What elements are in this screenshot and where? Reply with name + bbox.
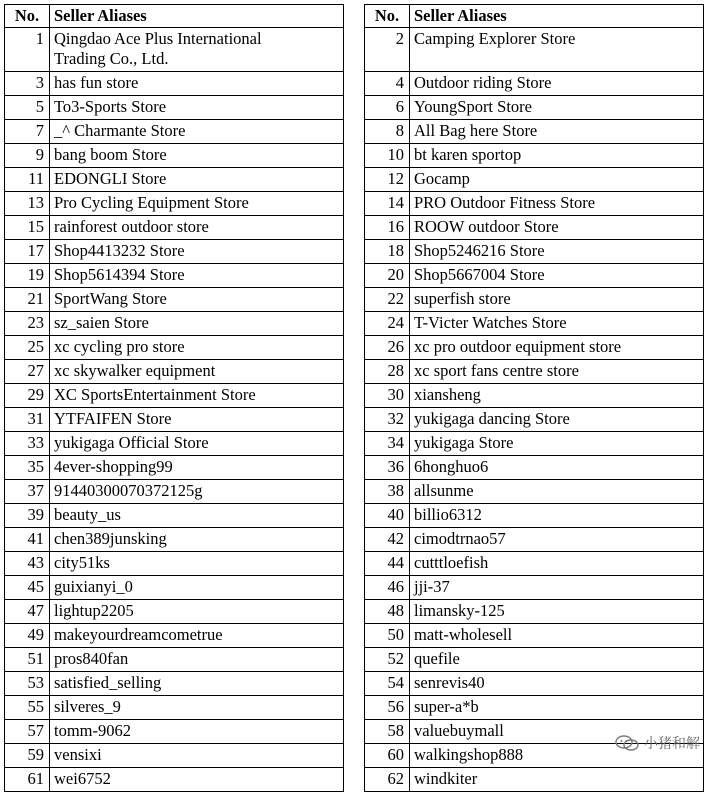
table-row bbox=[5, 336, 344, 360]
row-number: 40 bbox=[365, 504, 410, 528]
seller-alias: super-a*b bbox=[410, 696, 704, 720]
seller-alias: pros840fan bbox=[50, 648, 344, 672]
seller-alias: 6honghuo6 bbox=[410, 456, 704, 480]
row-number: 58 bbox=[365, 720, 410, 744]
seller-alias: jji-37 bbox=[410, 576, 704, 600]
row-number: 34 bbox=[365, 432, 410, 456]
table-row bbox=[5, 264, 344, 288]
row-number: 48 bbox=[365, 600, 410, 624]
table-row bbox=[5, 696, 344, 720]
alias-column-header: Seller Aliases bbox=[410, 5, 704, 28]
seller-alias: walkingshop888 bbox=[410, 744, 704, 768]
seller-alias: YoungSport Store bbox=[410, 96, 704, 120]
row-number: 50 bbox=[365, 624, 410, 648]
seller-alias: 4ever-shopping99 bbox=[50, 456, 344, 480]
table-row bbox=[5, 96, 344, 120]
table-row bbox=[365, 384, 704, 408]
seller-alias: wei6752 bbox=[50, 768, 344, 792]
row-number: 49 bbox=[5, 624, 50, 648]
seller-alias: windkiter bbox=[410, 768, 704, 792]
table-row bbox=[5, 72, 344, 96]
table-row bbox=[365, 408, 704, 432]
table-row bbox=[5, 576, 344, 600]
table-row bbox=[5, 288, 344, 312]
seller-alias: All Bag here Store bbox=[410, 120, 704, 144]
row-number: 9 bbox=[5, 144, 50, 168]
table-row bbox=[5, 28, 344, 72]
table-row bbox=[5, 768, 344, 792]
seller-alias: quefile bbox=[410, 648, 704, 672]
row-number: 41 bbox=[5, 528, 50, 552]
seller-table-left bbox=[4, 4, 344, 792]
seller-alias: YTFAIFEN Store bbox=[50, 408, 344, 432]
seller-alias: xc cycling pro store bbox=[50, 336, 344, 360]
seller-alias: yukigaga Store bbox=[410, 432, 704, 456]
seller-alias: yukigaga dancing Store bbox=[410, 408, 704, 432]
row-number: 6 bbox=[365, 96, 410, 120]
seller-alias: valuebuymall bbox=[410, 720, 704, 744]
table-row bbox=[5, 720, 344, 744]
row-number: 2 bbox=[365, 28, 410, 72]
table-row bbox=[5, 312, 344, 336]
alias-column-header: Seller Aliases bbox=[50, 5, 344, 28]
row-number: 28 bbox=[365, 360, 410, 384]
row-number: 62 bbox=[365, 768, 410, 792]
table-row bbox=[365, 552, 704, 576]
row-number: 25 bbox=[5, 336, 50, 360]
table-row bbox=[365, 216, 704, 240]
seller-alias: 91440300070372125g bbox=[50, 480, 344, 504]
seller-alias: vensixi bbox=[50, 744, 344, 768]
seller-alias: sz_saien Store bbox=[50, 312, 344, 336]
seller-alias: matt-wholesell bbox=[410, 624, 704, 648]
table-row bbox=[365, 528, 704, 552]
table-row bbox=[5, 648, 344, 672]
table-row bbox=[5, 456, 344, 480]
seller-alias: _^ Charmante Store bbox=[50, 120, 344, 144]
wechat-icon bbox=[615, 735, 639, 751]
seller-alias: yukigaga Official Store bbox=[50, 432, 344, 456]
table-row bbox=[365, 28, 704, 72]
table-row bbox=[5, 744, 344, 768]
row-number: 36 bbox=[365, 456, 410, 480]
row-number: 20 bbox=[365, 264, 410, 288]
seller-alias: billio6312 bbox=[410, 504, 704, 528]
seller-alias: bang boom Store bbox=[50, 144, 344, 168]
table-header-row bbox=[365, 5, 704, 28]
row-number: 13 bbox=[5, 192, 50, 216]
table-row bbox=[5, 600, 344, 624]
row-number: 26 bbox=[365, 336, 410, 360]
table-row bbox=[5, 384, 344, 408]
row-number: 38 bbox=[365, 480, 410, 504]
seller-alias: silveres_9 bbox=[50, 696, 344, 720]
row-number: 17 bbox=[5, 240, 50, 264]
row-number: 56 bbox=[365, 696, 410, 720]
row-number: 15 bbox=[5, 216, 50, 240]
seller-alias: Shop5614394 Store bbox=[50, 264, 344, 288]
table-row bbox=[5, 408, 344, 432]
table-row bbox=[5, 192, 344, 216]
seller-alias: xiansheng bbox=[410, 384, 704, 408]
table-row bbox=[365, 672, 704, 696]
table-row bbox=[5, 240, 344, 264]
seller-alias: beauty_us bbox=[50, 504, 344, 528]
row-number: 16 bbox=[365, 216, 410, 240]
seller-alias: senrevis40 bbox=[410, 672, 704, 696]
row-number: 42 bbox=[365, 528, 410, 552]
row-number: 51 bbox=[5, 648, 50, 672]
table-row bbox=[365, 336, 704, 360]
seller-alias: city51ks bbox=[50, 552, 344, 576]
seller-alias: xc sport fans centre store bbox=[410, 360, 704, 384]
row-number: 37 bbox=[5, 480, 50, 504]
table-row bbox=[5, 360, 344, 384]
row-number: 3 bbox=[5, 72, 50, 96]
seller-alias: To3-Sports Store bbox=[50, 96, 344, 120]
table-row bbox=[365, 144, 704, 168]
row-number: 29 bbox=[5, 384, 50, 408]
seller-alias: Pro Cycling Equipment Store bbox=[50, 192, 344, 216]
table-row bbox=[365, 696, 704, 720]
seller-alias: chen389junsking bbox=[50, 528, 344, 552]
table-row bbox=[365, 360, 704, 384]
row-number: 32 bbox=[365, 408, 410, 432]
table-row bbox=[5, 528, 344, 552]
row-number: 35 bbox=[5, 456, 50, 480]
table-row bbox=[365, 624, 704, 648]
table-row bbox=[365, 312, 704, 336]
table-row bbox=[5, 552, 344, 576]
row-number: 21 bbox=[5, 288, 50, 312]
table-row bbox=[365, 768, 704, 792]
seller-alias: XC SportsEntertainment Store bbox=[50, 384, 344, 408]
table-row bbox=[365, 240, 704, 264]
row-number: 47 bbox=[5, 600, 50, 624]
seller-alias: PRO Outdoor Fitness Store bbox=[410, 192, 704, 216]
row-number: 18 bbox=[365, 240, 410, 264]
row-number: 33 bbox=[5, 432, 50, 456]
watermark bbox=[615, 733, 700, 753]
seller-alias: superfish store bbox=[410, 288, 704, 312]
seller-alias: xc skywalker equipment bbox=[50, 360, 344, 384]
row-number: 1 bbox=[5, 28, 50, 72]
row-number: 43 bbox=[5, 552, 50, 576]
row-number: 46 bbox=[365, 576, 410, 600]
seller-alias: cimodtrnao57 bbox=[410, 528, 704, 552]
seller-alias: ROOW outdoor Store bbox=[410, 216, 704, 240]
seller-alias: T-Victer Watches Store bbox=[410, 312, 704, 336]
seller-alias: Shop5246216 Store bbox=[410, 240, 704, 264]
table-row bbox=[365, 288, 704, 312]
watermark-text: 小猪和解 bbox=[644, 736, 700, 752]
row-number: 45 bbox=[5, 576, 50, 600]
table-row bbox=[365, 72, 704, 96]
seller-alias: Camping Explorer Store bbox=[410, 28, 704, 72]
row-number: 23 bbox=[5, 312, 50, 336]
row-number: 31 bbox=[5, 408, 50, 432]
seller-alias: lightup2205 bbox=[50, 600, 344, 624]
row-number: 22 bbox=[365, 288, 410, 312]
seller-alias: satisfied_selling bbox=[50, 672, 344, 696]
seller-alias: Gocamp bbox=[410, 168, 704, 192]
table-row bbox=[365, 504, 704, 528]
table-row bbox=[5, 168, 344, 192]
seller-alias: cutttloefish bbox=[410, 552, 704, 576]
table-row bbox=[5, 504, 344, 528]
row-number: 30 bbox=[365, 384, 410, 408]
row-number: 19 bbox=[5, 264, 50, 288]
table-row bbox=[5, 432, 344, 456]
row-number: 24 bbox=[365, 312, 410, 336]
row-number: 55 bbox=[5, 696, 50, 720]
table-row bbox=[365, 648, 704, 672]
table-row bbox=[365, 432, 704, 456]
seller-alias: tomm-9062 bbox=[50, 720, 344, 744]
row-number: 39 bbox=[5, 504, 50, 528]
seller-alias: limansky-125 bbox=[410, 600, 704, 624]
table-row bbox=[5, 144, 344, 168]
seller-alias: allsunme bbox=[410, 480, 704, 504]
seller-alias: guixianyi_0 bbox=[50, 576, 344, 600]
table-row bbox=[365, 456, 704, 480]
table-row bbox=[365, 168, 704, 192]
seller-alias: bt karen sportop bbox=[410, 144, 704, 168]
row-number: 7 bbox=[5, 120, 50, 144]
seller-alias: EDONGLI Store bbox=[50, 168, 344, 192]
row-number: 8 bbox=[365, 120, 410, 144]
no-column-header: No. bbox=[365, 5, 410, 28]
no-column-header: No. bbox=[5, 5, 50, 28]
seller-alias: rainforest outdoor store bbox=[50, 216, 344, 240]
row-number: 5 bbox=[5, 96, 50, 120]
row-number: 14 bbox=[365, 192, 410, 216]
seller-alias: Qingdao Ace Plus International Trading Co., Ltd. bbox=[50, 28, 344, 72]
row-number: 52 bbox=[365, 648, 410, 672]
seller-alias: has fun store bbox=[50, 72, 344, 96]
row-number: 61 bbox=[5, 768, 50, 792]
seller-alias: Shop4413232 Store bbox=[50, 240, 344, 264]
table-header-row bbox=[5, 5, 344, 28]
table-row bbox=[365, 480, 704, 504]
row-number: 54 bbox=[365, 672, 410, 696]
seller-table-right bbox=[364, 4, 704, 792]
row-number: 53 bbox=[5, 672, 50, 696]
table-row bbox=[5, 672, 344, 696]
table-row bbox=[5, 216, 344, 240]
table-row bbox=[365, 264, 704, 288]
seller-alias: makeyourdreamcometrue bbox=[50, 624, 344, 648]
row-number: 12 bbox=[365, 168, 410, 192]
row-number: 4 bbox=[365, 72, 410, 96]
row-number: 60 bbox=[365, 744, 410, 768]
row-number: 11 bbox=[5, 168, 50, 192]
table-row bbox=[365, 96, 704, 120]
seller-alias: Shop5667004 Store bbox=[410, 264, 704, 288]
seller-alias: Outdoor riding Store bbox=[410, 72, 704, 96]
seller-alias: SportWang Store bbox=[50, 288, 344, 312]
row-number: 59 bbox=[5, 744, 50, 768]
row-number: 27 bbox=[5, 360, 50, 384]
table-row bbox=[5, 480, 344, 504]
row-number: 44 bbox=[365, 552, 410, 576]
table-row bbox=[365, 600, 704, 624]
table-row bbox=[365, 576, 704, 600]
table-row bbox=[365, 192, 704, 216]
row-number: 57 bbox=[5, 720, 50, 744]
table-row bbox=[5, 624, 344, 648]
seller-alias: xc pro outdoor equipment store bbox=[410, 336, 704, 360]
table-row bbox=[5, 120, 344, 144]
table-row bbox=[365, 120, 704, 144]
row-number: 10 bbox=[365, 144, 410, 168]
